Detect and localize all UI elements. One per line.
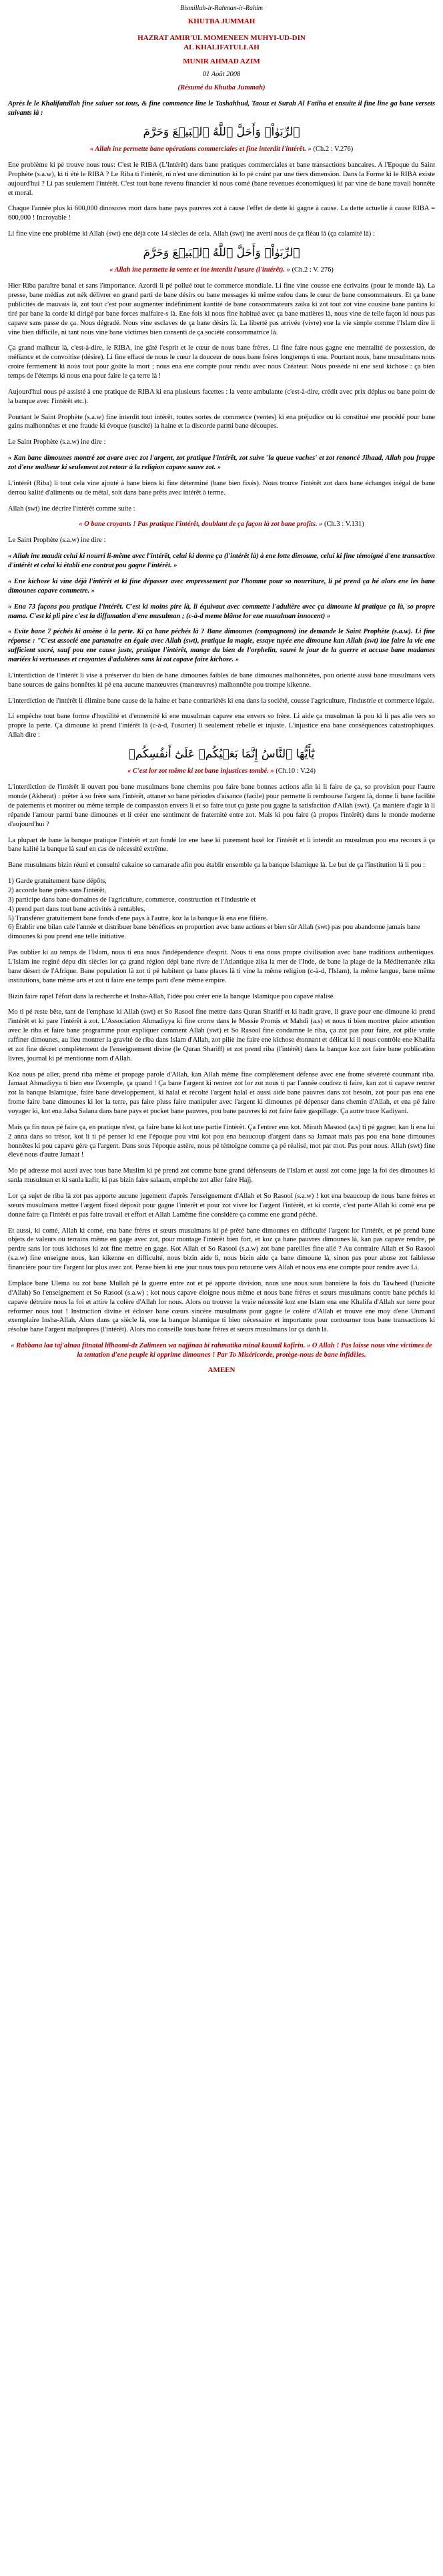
body-paragraph: Koz nous pé aller, prend riba même et propage parole d'Allah, kan Allah même fine complètement défense avec ene frome sévéreté counmant riba. Jamaat Ahmadiyya ti bien ene l'exemple, ça quand ! Ça bane l'argent ki rentrer zot lor zot nous ti par l'année coudrez ti faire, kan zot ti capave rentrer zot la banque Islamique, faire bane développement, ki halal et récolté l'argent halal et aussi aide bane pauvres dans zot besoin, zot pour pas ena ene frome faire bane dimounes ki lor la terre, pas faire pluss faire manipuler avec l'argent ki dimounes pé dépenser dans chemin d'Allah, et ena pé faire voyager ki, kot ena Jalsa Salana dans bane pays et pocket bane pauvres, pou bane pauvres ki zot faire faire gaspillage. Ça autre trace Kadiyani. [8, 1070, 435, 1116]
body-paragraph: Mo pé adresse moi aussi avec tous bane Muslim ki pé prend zot comme bane grand défenseurs de l'Islam et aussi zot come juge la foi des dimounes ki sanla musulman et ki sanla kafir, ki pas bizin faire salaam, empêche zot aller faire Hajj. [8, 1167, 435, 1185]
list-item: 5) Transférer gratuitement bane fonds d'ene pays à l'autre, koz la la banque là ena ene filière. [8, 914, 268, 922]
arabic-verse: ٱلرِّبَوٰاْۚ وَأَحَلَّ ٱللَّهُ ٱلۡبَيۡعَ وَحَرَّمَ [143, 125, 300, 139]
verse-translation-block [8, 520, 435, 529]
verse-translation: « Allah ine permette bane opérations commerciales et fine interdit l'intérêt. » [89, 145, 312, 153]
verse-translation: « C'est lor zot même ki zot bane injustices tombé. » [127, 767, 274, 775]
body-paragraph: L'interdiction de l'intérêt li ouvert pou bane musulmans bane chemins pou faire bane bonnes actions afin ki li faire de ça, so provision pour l'autre monde (Akherat) : prêter à so frère sans l'intérêt, attaner so bane périodes d'aisance (facile) pour permette li rembourse l'argent là, donne li bane facilité de paiements et montrer ou même temple de compassion envers li et so faire tout ça juste pou gagne la satisfaction d'Allah (swt). Ça manière d'agir là li répande l'amour parmi bane dimounes et li créer ene sentiment de fraternité entre zot. Mais ki pou faire (à propos l'intérêt) dans le monde moderne d'aujourd'hui ? [8, 783, 435, 828]
hadith-quote: « Ena 73 façons pou pratique l'intérêt. C'est ki moins pire là, li équivaut avec commette l'adultère avec ça dimoune ki pratique ça là, so propre mama. C'est ki pli pire c'est la diffamation d'ene musulman ; (c-à-d meme blâme lor ene musulman innocent) » [8, 603, 435, 620]
list-item: 4) prend part dans tout bane activités à rentables, [8, 905, 145, 913]
khutba-label: KHUTBA JUMMAH [187, 17, 256, 26]
verse-reference: (Ch.2 : V. 276) [292, 266, 334, 274]
body-paragraph: Mo ti pé reste bête, tant de l'emphase ki Allah (swt) et So Rasool fine mettre dans Quran Shariff et ki hadit grave, li grave pour ene dimoune ki prend l'intérêt et ki pare l'intérêt à zot. L'Association Ahmadiyya ki fine crorre dans le Messie Promis et Mahdi (a.s) et nous ti bien montrer plaire attention avec le riba et faire bane programme pour expliquer comment Allah (swt) et So Rasool fine condamne le riba, ça zot pas pour faire, zot pilie vraiie raffiner dimounes, au lieu montrer la gravité de riba dans Islam d'Allah, zot pilie ine faire ene kichose étonnant et délicat ki li nous contrôle ene Khalifa et zot fine décret complètement de l'enseignement divine (le Quran Shariff) et zot prend riba (l'intérêt) dans la banque koz zot faire bane publication livres, journal ki pé mentionne nom d'Allah. [8, 1008, 435, 1062]
khutba-document [8, 0, 435, 1375]
body-paragraph: Ene problème ki pé trouve nous tous: C'est le RIBA (L'Intérêt) dans bane pratiques commerciales et bane transactions bancaires. A l'Epoque du Saint Prophète (s.a.w), ki ti été le RIBA ? Le Riba ti l'intérêt, ni n'est une diminution ki lo pé craint par une tiers dimension. Dans la Forme ki le RIBA existe aujourd'hui ? Li pas seulement l'intérêt. C'est tout bane revenu financier ki nous comé (bane revenues économiques) ki par vine de bane travail honnête et moral. [8, 161, 435, 197]
body-paragraph: Le Saint Prophète (s.a.w) ine dire : [8, 537, 106, 545]
bank-objectives-list [8, 877, 435, 942]
body-paragraph: Et aussi, ki comé, Allah ki comé, ena bane frères et sœurs musulmans ki pé prêté bane dimounes en difficulté l'argent lor l'intérêt, et pé prend bane objets de valeurs ou terrains même en gage avec zot, pour montage l'intérêt bien fort, et koz ça bane pauvres dimounes là, kan pas capave rendre, pé perdre sans lor tous kichoses ki zot fine mettre en gage. Kot Allah et So Rasool (s.a.w) zot bane pareilles fine allé ? Au contraire Allah et So Rasool (s.a.w) fine enseigne nous, kan kikenne en difficulté, nous bizin aide li, nous bizin aide ça bane dimoune là, sinon pas pour abuse zot faiblesse financière pour tire l'argent lor plus avec zot. Pense bien ki ene jour nous tous pou retourne vers Allah et nous ena ene compte pour rendre avec Li. [8, 1227, 435, 1272]
body-paragraph: Pourtant le Saint Prophète (s.a.w) fine interdit tout intérêt, toutes sortes de commerce (ventes) ki ena préjudice ou ki constitué ene procédé pour bane gains malhonnêtes et ene fraude ki évoque (suscité) la haine et la discorde parmi bane découpes. [8, 413, 435, 430]
sermon-body [8, 125, 435, 1335]
list-item: 1) Garde gratuitement bane dépôts, [8, 878, 107, 886]
hadith-quote: « Kan bane dimounes montré zot avare avec zot l'argent, zot pratique l'intérêt, zot suive 'la queue vaches' et zot renoncé Jihaad, Allah pou frappe zot d'ene malheur ki seulement zot retour à la religion capave sauve zot. » [8, 454, 435, 472]
intro-paragraph: Après le le Khalifatullah fine saluer sot tous, & fine commence line le Tashahhud, Taouz et Surah Al Fatiha et ensuite il fine line ga bane versets suivants là : [8, 99, 435, 117]
body-paragraph: L'intérêt (Riba) li tout cela vine ajouté à bane biens ki fine déterminé (bane bien fixés). Nous trouve l'intérêt zot dans bane échanges inégal de bane derrou kalité d'aliments ou de métal, soit dans bane prêts avec intérêt à terme. [8, 479, 435, 497]
ameen-label: AMEEN [207, 1365, 236, 1374]
body-paragraph: Mais ça fin nous pé faire ça, en pratique n'est, ça faire bane ki kot une partie l'intérêt. Ça l'entrer enn kot. Mirath Masood (a.s) ti pé gagner, kan li ena lui 2 anna dans so trésor, kot li ti pé penser ki ene l'époque pou vini kot pou ena beaucoup d'argent dans sa Jamaat mais pas pou ena bane dimounes honnêtes ki pou capave gère ça l'argent. Dans sous l'époque astère, nous pé témoigne comme ça pé réalisé, mot par mot. Pas pour nous. Allah (swt) fine élevé nous d'autre Jamaat ! [8, 1123, 435, 1159]
closing-prayer: « Rabbana laa taj'alnaa fitnatal lilhaomi-dz Zalimeen wa najjinaa bi rahmatika minal kaumil kafirin. » O Allah ! Pas laisse nous vine victimes de la tentation d'ene peuple ki opprime dimounes ! Par To Miséricorde, protège-nous de bane infidèles. [11, 1342, 432, 1359]
hadith-quote: « Allah ine maudit celui ki nourri li-même avec l'intérêt, celui ki donne ça (l'intérêt là) à ene lotte dimoune, celui ki fine témoigné d'ene transaction d'intérêt et celui ki établi ene contrat pou gagne l'intérêt. » [8, 553, 435, 570]
hadith-quote: « Evite bane 7 péchés ki amène à la perte. Ki ça bane péchés là ? Bane dimounes (compagnons) ine demande le Saint Prophète (s.a.w). Li fine réponse : "C'est associé ene partenaire en égale avec Allah (swt), pratique la magie, essaye tuyée ene dimoune kan Allah (swt) ine faire la vie ene sufficient sacré, sauf pou ene cause juste, pratique l'intérêt, mange du bien de l'orphelin, sauvé le jour de la guerre et accuse bane madames mariées ki vertueuses et croyantes d'adultères sans ki zot capave faire kichose. » [8, 628, 435, 663]
body-paragraph: Emplace bane Ulema ou zot bane Mullah pé la guerre entre zot et pé apporte division, nous une nous sous bannière la fois du Tawheed (l'unicité d'Allah) So l'enseignement et So Rasool (s.a.w) ; kot nous capave éloigne nous même et nous bane frères et sœurs musulmans contre bane péchés ki capave détruire nous la foi et attire la colère d'Allah lor nous. Alors ou trouver la vraie nécessité koz ene Islam ena ene Khalifa d'Allah sur terre pour reformer nous tout ! Instruction divine et écloser bane cœurs sincère musulmans pour gagne le colère d'Allah et trouve ene moy d'ene Unmand exemplaire Insha-Allah. Alors dans ça siècle là, ene la banque Islamique ti bien nécessaire et importante pour contourner tous bane transactions ki résolue bane l'argent malpropres (l'intérêt). Alors mo conseille tous bane frères et sœurs musulmans lor ça danh là. [8, 1279, 435, 1334]
hadith-quote: « Ene kichose ki vine déjà l'intérêt et ki fine dépasser avec empressement par l'homme pour so nourriture, li pé prend ça hé alors ene les bane dimounes capave commetre. » [8, 577, 435, 595]
verse-translation: « O bane croyants ! Pas pratique l'intérêt, doublant de ça façon là zot bane profits. » [79, 521, 323, 529]
body-paragraph: L'interdiction de l'intérêt li élimine bane cause de la haine et bane contrariétés ki ena dans la société, cousse l'agriculture, l'industrie et commerce légale. [8, 697, 434, 705]
verse-translation-block [8, 266, 435, 275]
sermon-date: 01 Août 2008 [202, 71, 241, 79]
author-name: MUNIR AHMAD AZIM [183, 57, 260, 65]
body-paragraph: Aujourd'hui nous pé assisté à ene pratique de RIBA ki ena plusieurs facettes : la vente ambulante (c'est-à-dire, crédit avec prix déplus ou bane point de la banque avec l'intérêt etc.). [8, 388, 435, 405]
body-paragraph: L'interdiction de l'intérêt li vise à préserver du bien de bane dimounes faibles de bane dimounes malhonnêtes, pou orienté aussi bane musulmans vers bane sources de gains honnêtes ki pé ena aucune manœuvres (manœuvres) malhonnête pou trompe kikenne. [8, 671, 435, 689]
body-paragraph: Chaque l'année plus ki 600,000 dinosores mort dans bane pays pauvres zot à cause l'effet de dette ki gagne à cause. La dette actuelle à cause RIBA = 600,000 ! Incroyable ! [8, 205, 435, 222]
body-paragraph: La plupart de bane la banque pratique l'intérêt et zot fondé lor ene base ki purement basé lor l'intérêt et li interdit au musulman pou ena recours à ça bane kalité la banque là sauf en cas de nécessité extrême. [8, 836, 435, 854]
body-paragraph: Bizin faire rapel l'éfort dans la recherche et Insha-Allah, l'idée pou créer ene la banque Islamique pou capave réalisé. [8, 992, 336, 1000]
body-paragraph: Lor ça sujet de riba là zot pas apporte aucune jugement d'après l'enseignement d'Allah et So Rasool (s.a.w) ! kot ena beaucoup de nous bane frères et sœurs musulmans mettre l'argent fixed déposit pour gagne l'intérêt et pour zot vivre lor l'argent l'intérêt, et ki comté, c'est parte Allah ki comé ena pé donne faire ça l'intérêt et pas faire travail et effort et Allah Lamême fine considère ça comme ene grand péché. [8, 1193, 435, 1219]
body-paragraph: Pas oublier ki au temps de l'Islam, nous ti ena nous l'indépendence d'esprit. Nous ti ena nous propre civilisation avec bane traditions authentiques. L'Islam ine reginé dépu dix siècles lor ça grand région dépi bane rivre de l'Atlantique zika la mer de l'Inde, de bane la plage de la Méditerranée zika bane désert de l'Afrique. Bane population là zot ti pé habitent ça bane places là ti vine la même religion (c-à-d, l'Islam), la même langue, bane même institutions, bane même arts et zot ti faire ene temps parti d'ene même empire. [8, 949, 435, 984]
body-paragraph: Bane musulmans bizin réuni et consulté cakaine so camarade afin pou établir ensemble ça la banque Islamique là. Le but de ça l'institution là li pou : [8, 862, 425, 870]
body-paragraph: Le Saint Prophète (s.a.w) ine dire : [8, 438, 106, 446]
verse-reference: (Ch.2 : V.276) [313, 145, 354, 153]
verse-translation: « Allah ine permette la vente et ine interdit l'usure (l'intérêt). » [109, 266, 290, 274]
list-item: 6) Établir ene bilan cale l'année et distribuer bane bénéfices en proportion avec bane actions et bien sûr Allah (swt) pas pou abandonne jamais bane dimounes ki pou prend ene telle initiative. [8, 924, 420, 941]
body-paragraph: Ça grand malheur là, c'est-à-dire, le RIBA, ine gâté l'esprit et le cœur de nous bane frères. Li fine faire nous gagne ene mentalité de possession, de méfiance et de convoitise (désire). Li fine effacé de nous le cœur la douceur de nous bane frères longtemps ti ena. Pourtant nous, bane musulmans nous croire fermement ki nous tout pour goûte la mort ; nous ena ene compte pour rendu avec nous Créateur. Nous possède ni ene seul kichose : ça bien temps de l'étemps ki nous ena pour faire le ça terre là ! [8, 344, 435, 380]
verse-translation-block [8, 145, 435, 154]
verse-reference: (Ch.3 : V.131) [324, 521, 364, 529]
verse-reference: (Ch.10 : V.24) [276, 767, 316, 775]
list-item: 3) participe dans bane domaines de l'agriculture, commerce, construction et l'industrie et [8, 896, 256, 904]
title-line-1: HAZRAT AMIR'UL MOMENEEN MUHYI-UD-DIN [137, 33, 306, 42]
basmala-heading: Bismillah-ir-Rahman-ir-Rahim [179, 5, 264, 12]
arabic-verse: يَٰٓأَيُّهَا ٱلنَّاسُ إِنَّمَا بَغۡيُكُمۡ عَلَىٰٓ أَنفُسِكُمۖ [128, 747, 315, 761]
body-paragraph: Hier Riba paraître banal et sans l'importance. Azordi li pé pollué tout le commerce mondiale. Li fine vine cousse ene écrivains (pour le monde là). La presse, bane médias zot nék délivrer en grand parti de bane désirs ou bane messages ki même enfou dans le cœur de bane consommateurs. Et ça bane publicités de mauvais là, zot tout c'est pour augmenter indéfiniment kantité de bane consommateurs zaika ki zot tout zot vine cousine bane pantins ki tiré par bane la corde ki dirigé par bane forces malfaire-s là. Ene fois ki nous fine habitué avec ça bane matières là, nous vine de telle façon ki nous pas capave sans passe de ça. Nous dégradé. Nous vine esclaves de ça bane désirs là. La liberté pas arrivée (vivre) ene la vie simple comme l'Islam dire li vine bien difficile, ni tant nous vine bane victimes bien consenti de ça société consommatrice là. [8, 282, 435, 336]
arabic-verse: ٱلرِّبَوٰاْۚ وَأَحَلَّ ٱللَّهُ ٱلۡبَيۡعَ وَحَرَّمَ [143, 246, 300, 260]
body-paragraph: Allah (swt) ine décrire l'intérêt comme suite : [8, 505, 135, 513]
body-paragraph: Li fine vine ene problème ki Allah (swt) ene déjà cote 14 siècles de cela. Allah (swt) ine averti nous de ça fléau là (ça calamité là) : [8, 230, 375, 238]
body-paragraph: Li empêche tout bane forme d'hostilité et d'ennemité ki ene musulman capave ena envers so frère. Li aide ça musulman là pou ki li pas alle vers so propre la perte. Ça dimoune ki prend l'intérêt là (c-à-d, l'usurier) li seulement rebelle et injuste. L'injustice ena bane conséquences catastrophiques. Allah dire : [8, 713, 435, 739]
list-item: 2) accorde bane prêts sans l'intérêt, [8, 886, 107, 894]
verse-translation-block [8, 767, 435, 776]
title-line-2: AL KHALIFATULLAH [183, 43, 260, 52]
resume-label: (Résumé du Khutba Jummah) [177, 84, 266, 92]
